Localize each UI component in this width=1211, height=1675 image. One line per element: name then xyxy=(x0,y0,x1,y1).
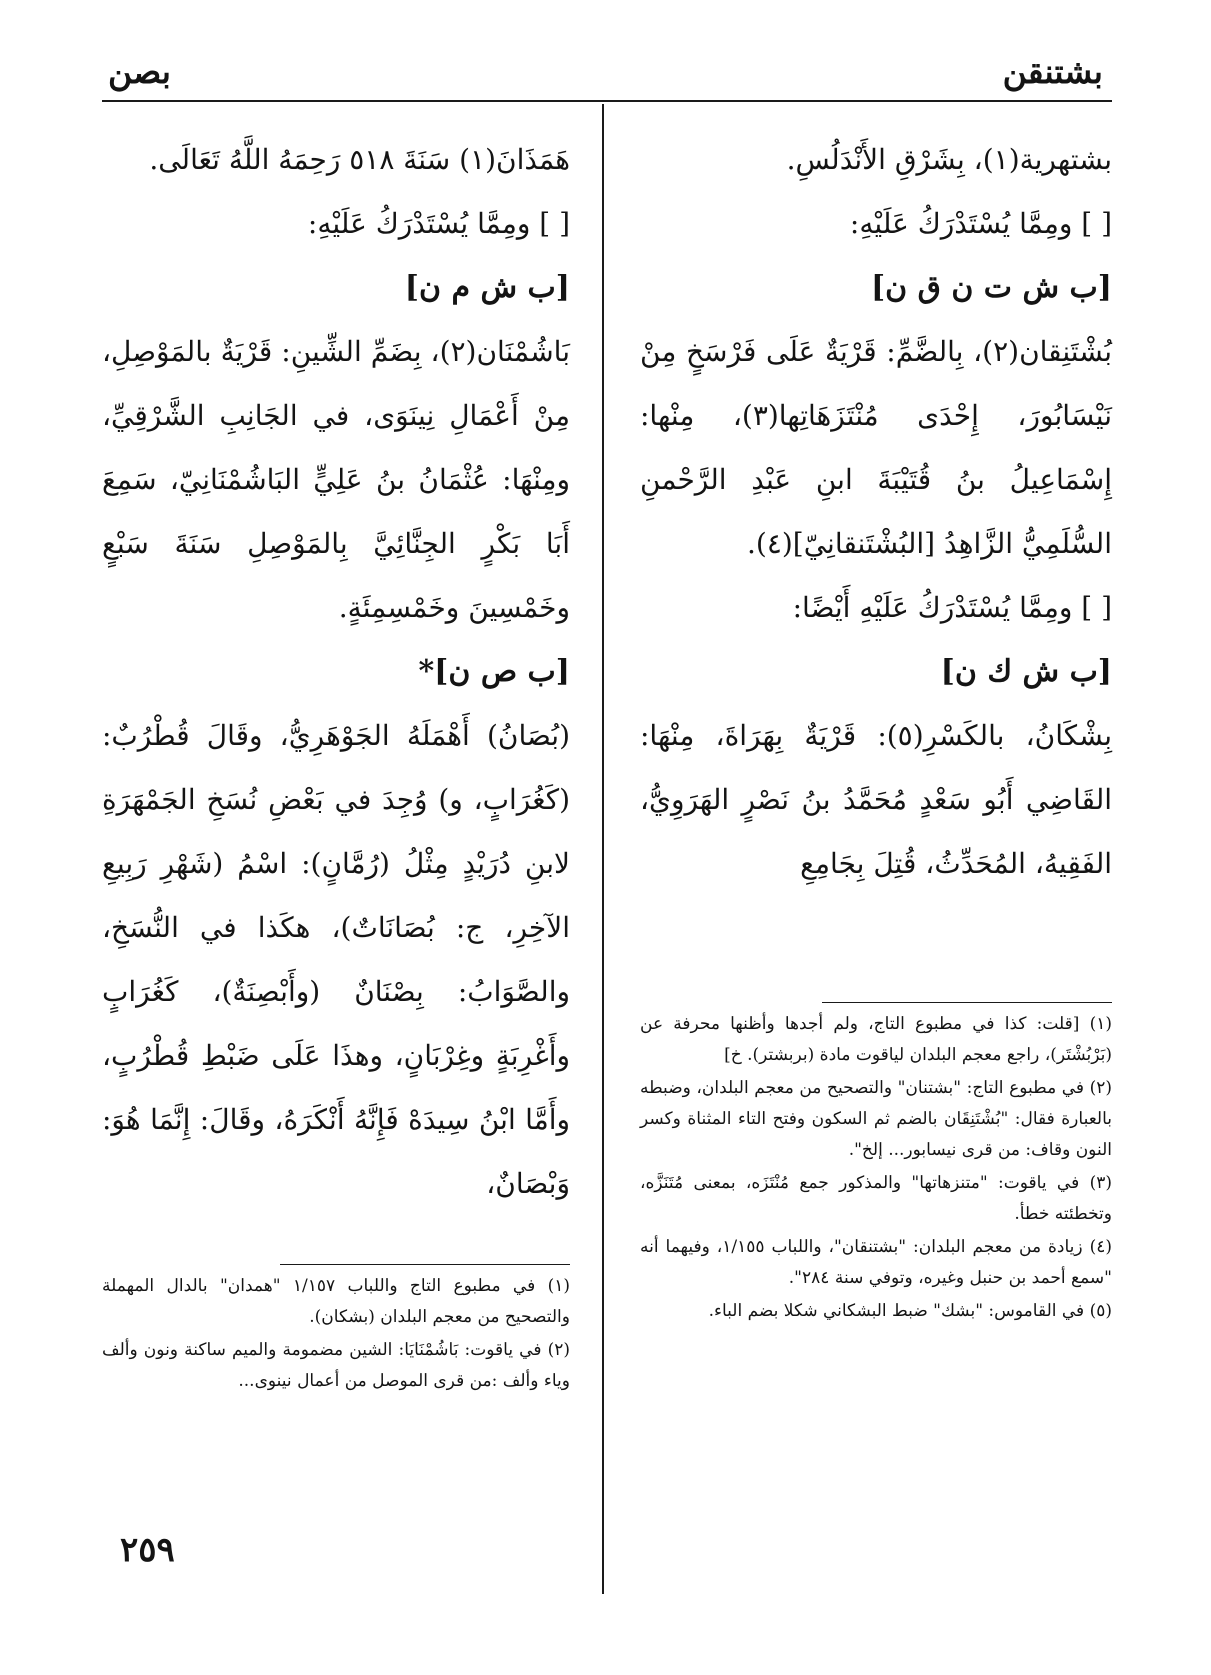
right-entry-paragraph-1: بُشْتَنِقان(٢)، بِالضَّمِّ: قَرْيَةٌ عَلَى فَرْسَخٍ مِنْ نَيْسَابُورَ، إِحْدَى مُنْتَزَهَاتِها(٣)، مِنْها: إِسْمَاعِيلُ بنُ قُتَيْبَةَ ابنِ عَبْدِ الرَّحْمنِ السُّلَمِيُّ الزَّاهِدُ [البُشْتَنقانِيّ](٤). xyxy=(640,335,1112,560)
left-entry-heading-1: [ب ش م ن] xyxy=(404,270,570,305)
left-entry-paragraph-2: (بُصَانُ) أَهْمَلَهُ الجَوْهَرِيُّ، وقَالَ قُطْرُبٌ: (كَغُرَابٍ، و) وُجِدَ في بَعْضِ نُسَخِ الجَمْهَرَةِ لابنِ دُرَيْدٍ مِثْلُ (رُمَّانٍ): اسْمُ (شَهْرِ رَبِيعِ الآخِرِ، ج: بُصَانَاتٌ)، هكَذا في النُّسَخِ، والصَّوَابُ: بِصْنَانٌ (وأَبْصِنَةٌ)، كَغُرَابٍ وأَغْرِبَةٍ وغِرْبَانٍ، وهذَا عَلَى ضَبْطِ قُطْرُبٍ، وأَمَّا ابْنُ سِيدَهْ فَإِنَّهُ أَنْكَرَهُ، وقَالَ: إِنَّمَا هُوَ: وَبْصَانٌ، xyxy=(102,719,570,1200)
right-footnotes xyxy=(640,1002,1112,1329)
left-footnotes-list xyxy=(102,1271,570,1397)
right-column-body xyxy=(640,128,1112,896)
footnote: (٣) في ياقوت: "متنزهاتها" والمذكور جمع مُنْتَزَه، بمعنى مُتَنَزَّه، وتخطئته خطأ. xyxy=(640,1173,1112,1224)
right-footnotes-list xyxy=(640,1009,1112,1327)
column-divider xyxy=(602,104,604,1594)
left-column xyxy=(102,128,570,1216)
footnote: (٤) زيادة من معجم البلدان: "بشتنقان"، واللباب ١/١٥٥، وفيهما أنه "سمع أحمد بن حنبل وغيره، وتوفي سنة ٢٨٤". xyxy=(640,1237,1112,1288)
footnote: (١) [قلت: كذا في مطبوع التاج، ولم أجدها وأظنها محرفة عن (بَرْبُشْتَر)، راجع معجم البلدان لياقوت مادة (بربشتر). خ] xyxy=(640,1014,1112,1065)
right-entry-heading-2: [ب ش ك ن] xyxy=(940,654,1112,689)
right-mustadrak-2: [ ] ومِمَّا يُسْتَدْرَكُ عَلَيْهِ أَيْضًا: xyxy=(792,591,1112,624)
right-footnote-rule xyxy=(822,1002,1112,1003)
left-entry-heading-2: [ب ص ن]* xyxy=(418,654,570,689)
page-number: ٢٥٩ xyxy=(120,1530,175,1570)
footnote: (٥) في القاموس: "بشك" ضبط البشكاني شكلا بضم الباء. xyxy=(708,1301,1112,1321)
left-entry-paragraph-1: بَاشُمْنَان(٢)، بِضَمِّ الشِّينِ: قَرْيَةٌ بالمَوْصِلِ، مِنْ أَعْمَالِ نِينَوَى، في الجَانِبِ الشَّرْقِيِّ، ومِنْهَا: عُثْمَانُ بنُ عَلِيٍّ البَاشُمْنَانِيّ، سَمِعَ أَبَا بَكْرٍ الجِنَّائِيَّ بِالمَوْصِلِ سَنَةَ سَبْعٍ وخَمْسِينَ وخَمْسِمِئَةٍ. xyxy=(102,335,570,624)
footnote: (٢) في مطبوع التاج: "بشتنان" والتصحيح من معجم البلدان، وضبطه بالعبارة فقال: "بُشْتَنِقَان بالضم ثم السكون وفتح التاء المثناة وكسر النون وقاف: من قرى نيسابور... إلخ". xyxy=(640,1078,1112,1160)
running-header-left: بصن xyxy=(108,52,171,91)
left-column-body xyxy=(102,128,570,1216)
right-mustadrak-1: [ ] ومِمَّا يُسْتَدْرَكُ عَلَيْهِ: xyxy=(849,207,1112,240)
footnote: (١) في مطبوع التاج واللباب ١/١٥٧ "همدان" بالدال المهملة والتصحيح من معجم البلدان (بشكان). xyxy=(102,1276,571,1327)
footnote: (٢) في ياقوت: بَاشُمْنَايَا: الشين مضمومة والميم ساكنة ونون وألف وياء وألف :من قرى الموصل من أعمال نينوى... xyxy=(102,1340,570,1391)
left-footnote-rule xyxy=(280,1264,570,1265)
right-entry-paragraph-2: بِشْكَانُ، بالكَسْرِ(٥): قَرْيَةٌ بِهَرَاةَ، مِنْهَا: القَاضِي أَبُو سَعْدٍ مُحَمَّدُ بنُ نَصْرٍ الهَرَوِيُّ، الفَقِيهُ، المُحَدِّثُ، قُتِلَ بِجَامِعِ xyxy=(640,719,1112,880)
running-header-right: بشتنقن xyxy=(1002,52,1103,91)
left-intro: هَمَذَانَ(١) سَنَةَ ٥١٨ رَحِمَهُ اللَّهُ تَعَالَى. xyxy=(149,143,570,176)
left-footnotes xyxy=(102,1264,570,1399)
header-rule xyxy=(102,100,1112,102)
right-intro: بشتهرية(١)، بِشَرْقِ الأَنْدَلُسِ. xyxy=(786,143,1112,176)
right-entry-heading-1: [ب ش ت ن ق ن] xyxy=(870,270,1112,305)
right-column xyxy=(640,128,1112,896)
left-mustadrak-1: [ ] ومِمَّا يُسْتَدْرَكُ عَلَيْهِ: xyxy=(307,207,570,240)
